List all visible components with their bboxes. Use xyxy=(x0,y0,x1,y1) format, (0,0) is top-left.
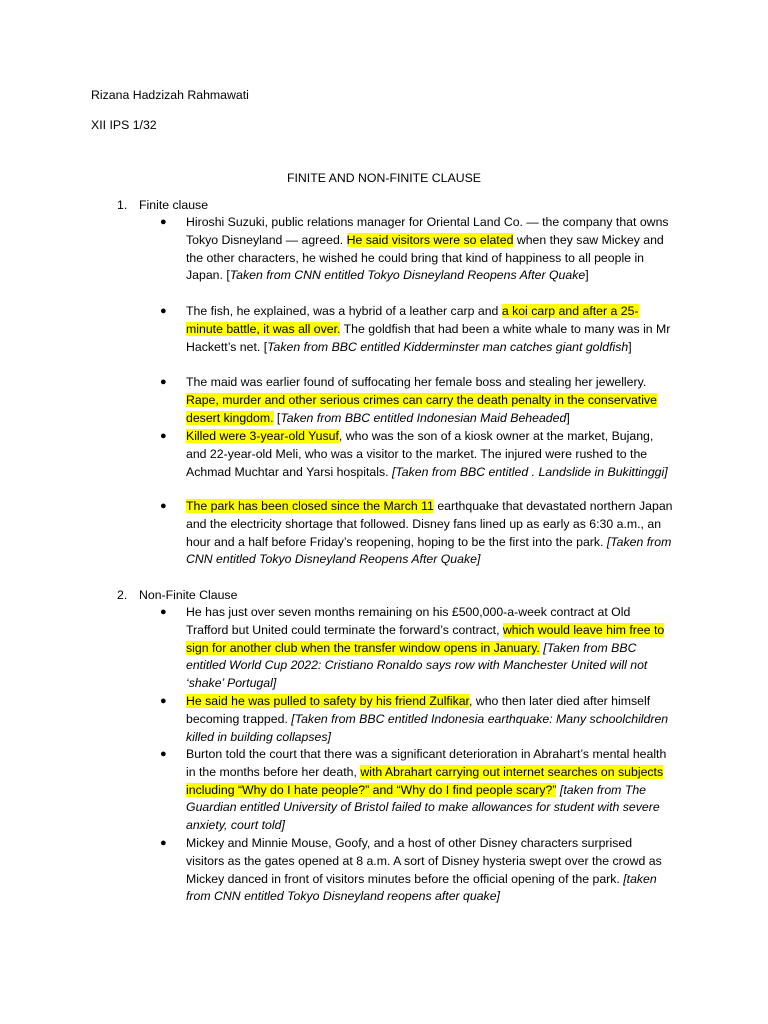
section-title: Finite clause xyxy=(139,198,209,212)
list-item: ● The park has been closed since the March 11 earthquake that devastated northern Japan and the electricity shortage that followed. Disney fans lined up as early as 6:30 a.m., an hour and a half before Friday’s reopening, hoping to be the first into the park. [Taken from CNN entitled Tokyo Disneyland Reopens After Quake] xyxy=(160,499,673,567)
source-citation: Taken from BBC entitled Kidderminster man catches giant goldfish xyxy=(267,339,629,354)
highlighted-clause: with Abrahart carrying out internet searches on subjects including “Why do I hate people?” and “Why do I find people scary?” xyxy=(186,764,664,797)
section-number: 2. xyxy=(117,588,128,602)
bullet-icon: ● xyxy=(160,500,167,512)
bullet-icon: ● xyxy=(160,376,167,388)
list-item: ● Hiroshi Suzuki, public relations manager for Oriental Land Co. — the company that owns Tokyo Disneyland — agreed. He said visitors were so elated when they saw Mickey and the other characters, he wished he could bring that kind of happiness to all people in Japan. [Taken from CNN entitled Tokyo Disneyland Reopens After Quake] xyxy=(160,215,669,283)
list-item: ● The fish, he explained, was a hybrid of a leather carp and a koi carp and after a 25-minute battle, it was all over. The goldfish that had been a white whale to many was in Mr Hackett’s net. [Taken from BBC entitled Kidderminster man catches giant goldfish] xyxy=(160,304,671,354)
source-citation: [taken from CNN entitled Tokyo Disneyland reopens after quake] xyxy=(186,871,657,904)
source-citation: Taken from CNN entitled Tokyo Disneyland Reopens After Quake xyxy=(229,268,586,283)
highlighted-clause: Rape, murder and other serious crimes can carry the death penalty in the conservative desert kingdom. xyxy=(186,392,657,425)
list-item: ● Killed were 3-year-old Yusuf, who was the son of a kiosk owner at the market, Bujang, and 22-year-old Meli, who was a visitor to the market. The injured were rushed to the Achmad Muchtar and Yarsi hospitals. [Taken from BBC entitled . Landslide in Bukittinggi] xyxy=(160,429,668,479)
bullet-icon: ● xyxy=(160,216,167,228)
section-number: 1. xyxy=(117,198,128,212)
list-item: ● He has just over seven months remaining on his £500,000-a-week contract at Old Trafford but United could terminate the forward’s contract, which would leave him free to sign for another club when the transfer window opens in January. [Taken from BBC entitled World Cup 2022: Cristiano Ronaldo says row with Manchester United will not ‘shake’ Portugal] xyxy=(160,605,665,691)
highlighted-clause: Killed were 3-year-old Yusuf xyxy=(186,429,339,443)
highlighted-clause: He said he was pulled to safety by his friend Zulfikar xyxy=(186,694,469,708)
bullet-icon: ● xyxy=(160,430,167,442)
list-item: ● Burton told the court that there was a significant deterioration in Abrahart’s mental health in the months before her death, with Abrahart carrying out internet searches on subjects including “Why do I hate people?” and “Why do I find people scary?” [taken from The Guardian entitled University of Bristol failed to make allowances for student with severe anxiety, court told] xyxy=(160,747,667,833)
section-title: Non-Finite Clause xyxy=(139,588,238,602)
class-info: XII IPS 1/32 xyxy=(91,118,157,132)
highlighted-clause: The park has been closed since the March 11 xyxy=(186,499,434,513)
source-citation: [Taken from BBC entitled . Landslide in Bukittinggi] xyxy=(391,464,668,479)
highlighted-clause: He said visitors were so elated xyxy=(346,232,514,247)
bullet-icon: ● xyxy=(160,305,167,317)
source-citation: Taken from BBC entitled Indonesian Maid Beheaded xyxy=(280,410,567,425)
bullet-icon: ● xyxy=(160,748,167,760)
highlighted-clause: which would leave him free to sign for another club when the transfer window opens in January. xyxy=(186,622,665,655)
source-citation: [Taken from CNN entitled Tokyo Disneyland Reopens After Quake] xyxy=(186,534,672,567)
bullet-icon: ● xyxy=(160,695,167,707)
section-heading-finite xyxy=(117,196,208,214)
author-name: Rizana Hadzizah Rahmawati xyxy=(91,88,249,102)
list-item: ● The maid was earlier found of suffocating her female boss and stealing her jewellery. Rape, murder and other serious crimes can carry the death penalty in the conservative desert kingdom. [Taken from BBC entitled Indonesian Maid Beheaded] xyxy=(160,375,657,425)
section-heading-non-finite xyxy=(117,586,237,604)
bullet-icon: ● xyxy=(160,606,167,618)
bullet-icon: ● xyxy=(160,837,167,849)
list-item: ● Mickey and Minnie Mouse, Goofy, and a host of other Disney characters surprised visitors as the gates opened at 8 a.m. A sort of Disney hysteria swept over the crowd as Mickey danced in front of visitors minutes before the official opening of the park. [taken from CNN entitled Tokyo Disneyland reopens after quake] xyxy=(160,836,662,904)
highlighted-clause: a koi carp and after a 25-minute battle, it was all over. xyxy=(186,304,639,336)
source-citation: [Taken from BBC entitled World Cup 2022: Cristiano Ronaldo says row with Manchester United will not ‘shake’ Portugal] xyxy=(186,640,648,691)
source-citation: [taken from The Guardian entitled University of Bristol failed to make allowances for student with severe anxiety, court told] xyxy=(186,782,660,833)
list-item: ● He said he was pulled to safety by his friend Zulfikar, who then later died after himself becoming trapped. [Taken from BBC entitled Indonesia earthquake: Many schoolchildren killed in building collapses] xyxy=(160,694,669,744)
source-citation: [Taken from BBC entitled Indonesia earthquake: Many schoolchildren killed in building collapses] xyxy=(186,711,669,744)
page-title: FINITE AND NON-FINITE CLAUSE xyxy=(286,171,482,185)
